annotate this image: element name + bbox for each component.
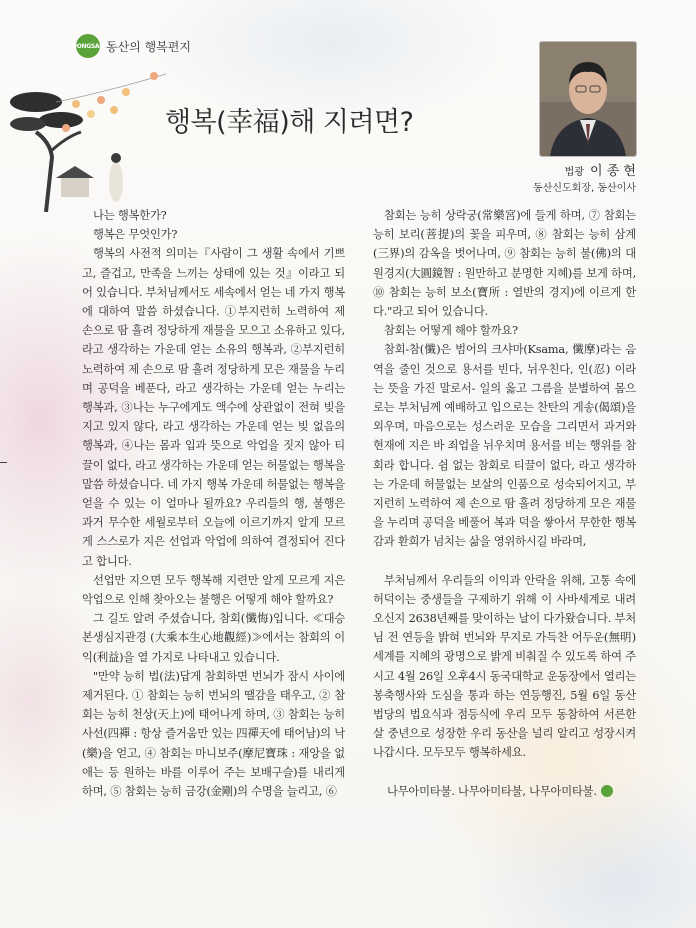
paragraph: 참회-참(懺)은 범어의 크샤마(Ksama, 懺摩)라는 음역을 줄인 것으로 용서를 빈다, 뉘우친다, 인(忍) 이라는 뜻을 가진 말로서- 일의 옳고 그름을 분별하여 몸으로는 부처님께 예배하고 입으로는 찬탄의 게송(偈頌)을 외우며, 마음으로는 성스러운 모습을 그리면서 과거와 현재에 지은 바 죄업을 뉘우치며 용서를 비는 행위를 참회라 합니다. 쉼 없는 참회로 티끌이 없다, 라고 생각하는 가운데 허물없는 보살의 인품으로 성숙되어지고, 부지런히 노력하여 제 손으로 땀 흘려 정당하게 모은 재물을 누리며 공덕을 베풀어 복과 덕을 쌓아서 무한한 행복감과 환희가 넘치는 삶을 영위하시길 바라며,: [373, 343, 636, 549]
lantern-tree-illustration: [6, 62, 176, 212]
author-photo: [539, 41, 637, 157]
paragraph: 그 길도 알려 주셨습니다, 참회(懺悔)입니다. ≪대승본생심지관경 (大乘本生心地觀經)≫에서는 참회의 이익(利益)을 열 가지로 나타내고 있습니다.: [82, 612, 345, 664]
author-name: 이 종 현: [590, 164, 636, 179]
paragraph: "만약 능히 법(法)답게 참회하면 번뇌가 잠시 사이에 제거된다. ① 참회는 능히 번뇌의 땔감을 태우고, ② 참회는 능히 천상(天上)에 태어나게 하며, ③ 참회는 능히 사선(四禪 : 항상 즐거움만 있는 四禪天에 태어남)의 낙(樂)을 얻고, ④ 참회는 마니보주(摩尼寶珠 : 재앙을 없애는 등 원하는 바를 이루어 주는 보배구슬)를 내리게 하며, ⑤ 참회는 능히 금강(金剛)의 수명을 늘리고, ⑥: [82, 669, 345, 799]
crop-mark: [0, 462, 7, 463]
author-name-line: [565, 160, 636, 179]
header: [72, 34, 191, 58]
closing-text: 나무아미타불. 나무아미타불, 나무아미타불.: [387, 784, 597, 798]
article-title: 행복(幸福)해 지려면?: [165, 107, 414, 138]
article-column-left: [82, 206, 345, 801]
end-logo-icon: [601, 785, 613, 797]
author-role: 동산신도회장, 동산이사: [533, 183, 636, 194]
dongsan-logo: DONGSAN: [76, 34, 100, 58]
paragraph: 행복은 무엇인가?: [93, 228, 178, 242]
paragraph: 참회는 어떻게 해야 할까요?: [384, 324, 518, 338]
paragraph: 행복의 사전적 의미는『사람이 그 생활 속에서 기쁘고, 즐겁고, 만족을 느끼는 상태에 있는 것』이라고 되어 있습니다. 부처님께서도 세속에서 얻는 네 가지 행복에 대하여 말씀 하셨습니다. ①부지런히 노력하여 제 손으로 땀 흘려 정당하게 재물을 모으고 소유하고 있다, 라고 생각하는 가운데 얻는 소유의 행복과, ②부지런히 노력하여 제 손으로 땀 흘려 정당하게 모은 재물을 누리며 공덕을 베푼다, 라고 생각하는 가운데 얻는 누리는 행복과, ③나는 누구에게도 액수에 상관없이 전혀 빚을 지고 있지 않다, 라고 생각하는 가운데 얻는 빚 없음의 행복과, ④나는 몸과 입과 뜻으로 악업을 짓지 않아 티끌이 없다, 라고 생각하는 가운데 얻는 허물없는 행복을 말씀 하셨습니다. 네 가지 행복 가운데 허물없는 행복을 얻을 수 있는 이 얼마나 될까요? 우리들의 행, 불행은 과거 무수한 세월로부터 오늘에 이르기까지 알게 모르게 스스로가 지은 선업과 악업에 의하여 결정되어 진다고 합니다.: [82, 247, 345, 568]
section-title: 동산의 행복편지: [106, 39, 191, 54]
paragraph: 참회는 능히 상락궁(常樂宮)에 들게 하며, ⑦ 참회는 능히 보리(菩提)의 꽃을 피우며, ⑧ 참회는 능히 삼계(三界)의 감옥을 벗어나며, ⑨ 참회는 능히 불(佛)의 대원경지(大圓鏡智 : 원만하고 분명한 지혜)를 보게 하며, ⑩ 참회는 능히 보소(寶所 : 열반의 경지)에 이르게 한다."라고 되어 있습니다.: [373, 209, 636, 319]
paragraph: 부처님께서 우리들의 이익과 안락을 위해, 고통 속에 허덕이는 중생들을 구제하기 위해 이 사바세계로 내려오신지 2638년째를 맞이하는 날이 다가왔습니다. 부처님 전 연등을 밝혀 번뇌와 무지로 가득찬 어두운(無明) 세계를 지혜의 광명으로 밝게 비춰질 수 있도록 하여 주시고 4월 26일 오후4시 동국대학교 운동장에서 열리는 봉축행사와 도심을 통과 하는 연등행진, 5월 6일 동산법당의 법요식과 점등식에 우리 모두 동참하여 서른한 살 중년으로 성장한 우리 동산을 널리 알리고 성장시켜 나갑시다. 모두모두 행복하세요.: [373, 573, 636, 760]
closing-line: [373, 782, 636, 801]
paragraph: 선업만 지으면 모두 행복해 지련만 알게 모르게 지은 악업으로 인해 찾아오는 불행은 어떻게 해야 할까요?: [82, 573, 345, 607]
article-column-right: [373, 206, 636, 801]
author-prefix: 법광: [564, 167, 584, 178]
paragraph: 나는 행복한가?: [93, 209, 167, 222]
